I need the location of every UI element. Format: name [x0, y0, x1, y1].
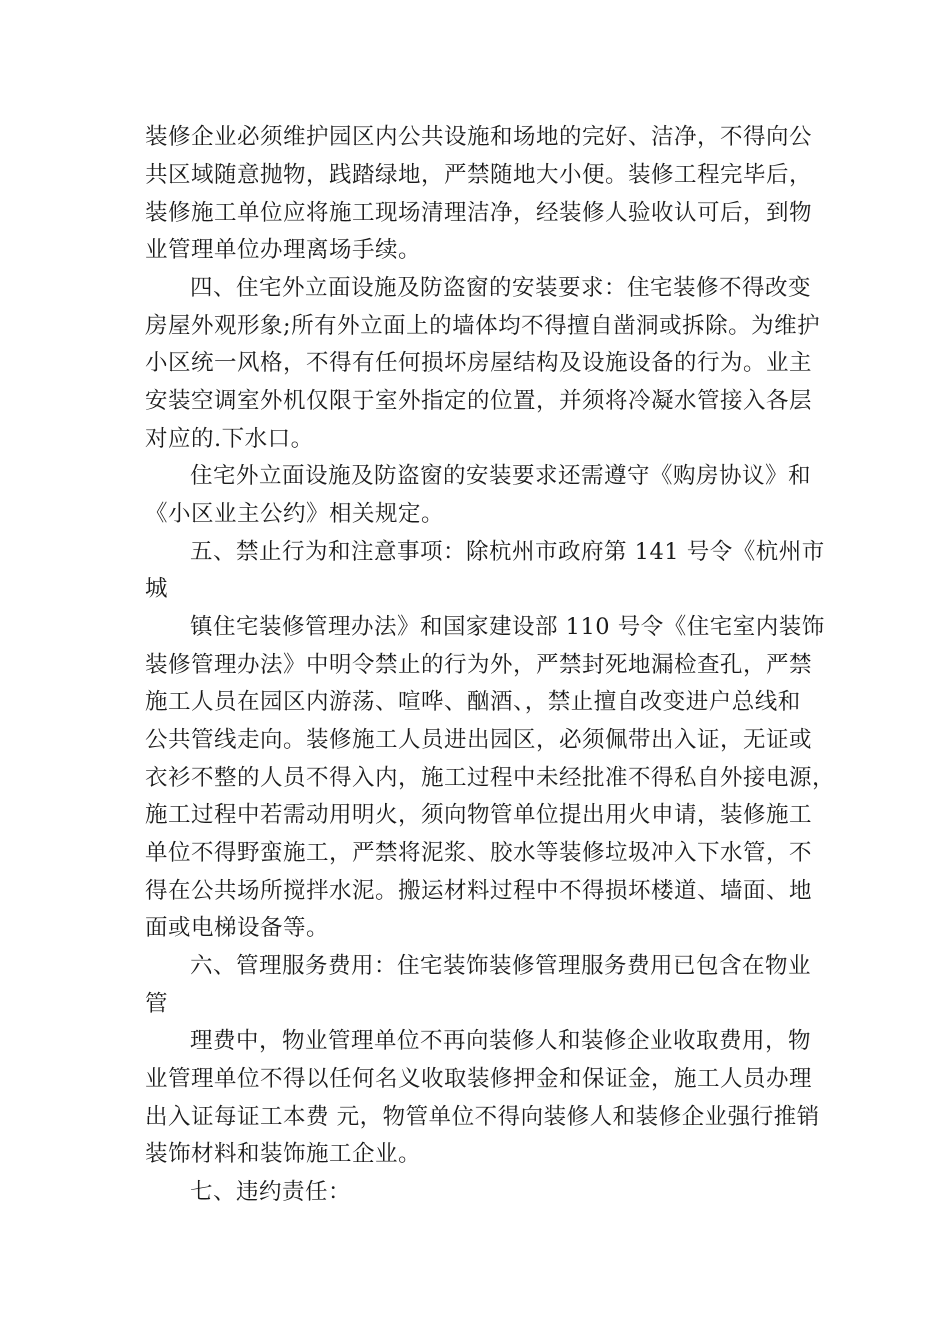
text-line: 业管理单位办理离场手续。: [145, 237, 422, 263]
text-line: 单位不得野蛮施工，严禁将泥浆、胶水等装修垃圾冲入下水管，不: [145, 840, 813, 866]
text-line: 《小区业主公约》相关规定。: [145, 501, 445, 527]
text-line: 安装空调室外机仅限于室外指定的位置，并须将冷凝水管接入各层: [145, 388, 813, 414]
text-line: 装修管理办法》中明令禁止的行为外，严禁封死地漏检查孔，严禁: [145, 652, 813, 678]
text-line: 装饰材料和装饰施工企业。: [145, 1141, 422, 1167]
text-line: 城: [145, 576, 169, 602]
text-line: 施工人员在园区内游荡、喧哗、酗酒、，禁止擅自改变进户总线和: [145, 689, 801, 715]
text-line: 装修企业必须维护园区内公共设施和场地的完好、洁净，不得向公: [145, 124, 813, 150]
text-line: 装修施工单位应将施工现场清理洁净，经装修人验收认可后，到物: [145, 200, 813, 226]
text-line: 出入证每证工本费 元，物管单位不得向装修人和装修企业强行推销: [145, 1104, 820, 1130]
section-heading-6: 六、管理服务费用：住宅装饰装修管理服务费用已包含在物业: [190, 953, 812, 979]
text-line: 镇住宅装修管理办法》和国家建设部 110 号令《住宅室内装饰: [190, 614, 825, 640]
text-line: 衣衫不整的人员不得入内，施工过程中未经批准不得私自外接电源，: [145, 765, 836, 791]
text-line: 公共管线走向。装修施工人员进出园区，必须佩带出入证，无证或: [145, 727, 813, 753]
section-heading-4: 四、住宅外立面设施及防盗窗的安装要求：住宅装修不得改变: [190, 275, 812, 301]
text-line: 对应的.下水口。: [145, 426, 314, 452]
section-heading-7: 七、违约责任：: [190, 1179, 352, 1205]
text-line: 面或电梯设备等。: [145, 915, 330, 941]
text-line: 业管理单位不得以任何名义收取装修押金和保证金，施工人员办理: [145, 1066, 813, 1092]
section-heading-5: 五、禁止行为和注意事项：除杭州市政府第 141 号令《杭州市: [190, 539, 825, 565]
text-line: 房屋外观形象;所有外立面上的墙体均不得擅自凿洞或拆除。为维护: [145, 313, 821, 339]
text-line: 管: [145, 991, 169, 1017]
text-line: 得在公共场所搅拌水泥。搬运材料过程中不得损坏楼道、墙面、地: [145, 878, 813, 904]
text-line: 共区域随意抛物，践踏绿地，严禁随地大小便。装修工程完毕后，: [145, 162, 813, 188]
text-line: 小区统一风格，不得有任何损坏房屋结构及设施设备的行为。业主: [145, 350, 813, 376]
text-line: 施工过程中若需动用明火，须向物管单位提出用火申请，装修施工: [145, 802, 813, 828]
paragraph-start: 住宅外立面设施及防盗窗的安装要求还需遵守《购房协议》和: [190, 463, 812, 489]
text-line: 理费中，物业管理单位不再向装修人和装修企业收取费用，物: [190, 1028, 812, 1054]
